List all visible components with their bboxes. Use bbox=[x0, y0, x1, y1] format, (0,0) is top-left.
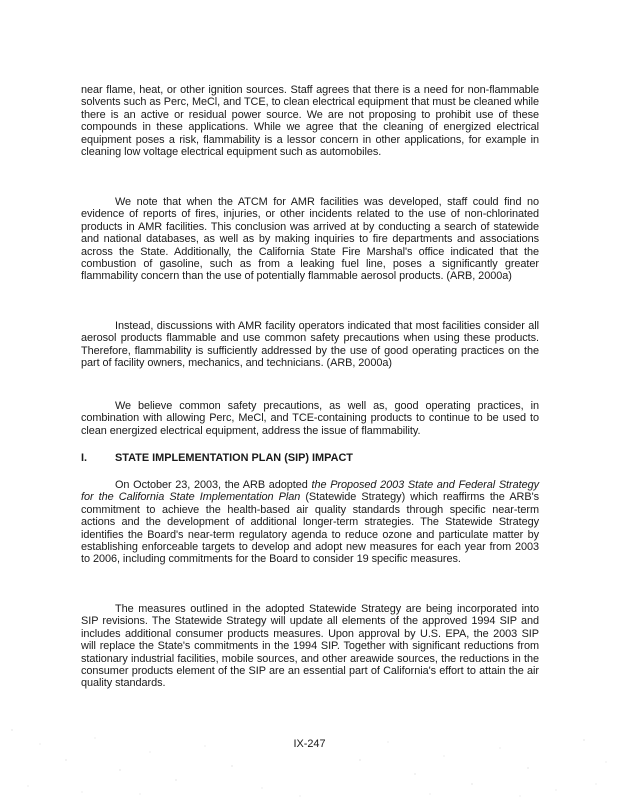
paragraph-amr-atcm: We note that when the ATCM for AMR facilities was developed, staff could find no evidence of reports of fires, injuries, or other incidents related to the use of non-chlorinated products in AMR facilities. This conclusion was arrived at by conducting a search of statewide and national databases, as well as by making inquiries to fire departments and associations across the State. Additionally, the California State Fire Marshal's office indicated that the combustion of gasoline, such as from a leaking fuel line, poses a significantly greater flammability concern than the use of potentially flammable aerosol products. (ARB, 2000a) bbox=[81, 196, 539, 283]
paragraph-amr-operators: Instead, discussions with AMR facility operators indicated that most facilities consider all aerosol products flammable and use common safety precautions when using these products. Therefore, flammability is sufficiently addressed by the use of good operating practices on the part of facility owners, mechanics, and technicians. (ARB, 2000a) bbox=[81, 320, 539, 370]
paragraph-text: On October 23, 2003, the ARB adopted bbox=[115, 479, 312, 491]
scan-noise bbox=[0, 700, 619, 800]
section-heading bbox=[81, 452, 539, 465]
paragraph-safety-precautions: We believe common safety precautions, as well as, good operating practices, in combination with allowing Perc, MeCl, and TCE-containing products to continue to be used to clean energized electrical equipment, address the issue of flammability. bbox=[81, 400, 539, 437]
paragraph-text: (Statewide Strategy) which reaffirms the ARB's commitment to achieve the health-based air quality standards through specific near-term actions and the development of additional longer-term strategies. The Statewide Strategy identifies the Board's near-term regulatory agenda to reduce ozone and particulate matter by establishing enforceable targets to develop and adopt new measures for each year from 2003 to 2006, including commitments for the Board to consider 19 specific measures. bbox=[81, 491, 540, 566]
page-number: IX-247 bbox=[293, 738, 326, 750]
paragraph-sip-revisions: The measures outlined in the adopted Statewide Strategy are being incorporated into SIP revisions. The Statewide Strategy will update all elements of the approved 1994 SIP and includes additional consumer products measures. Upon approval by U.S. EPA, the 2003 SIP will replace the State's commitments in the 1994 SIP. Together with significant reductions from stationary industrial facilities, mobile sources, and other areawide sources, the reductions in the consumer products element of the SIP are an essential part of California's effort to attain the air quality standards. bbox=[81, 603, 539, 690]
section-number: I. bbox=[81, 452, 88, 464]
section-title: STATE IMPLEMENTATION PLAN (SIP) IMPACT bbox=[115, 452, 353, 464]
strategy-title-italic: the Proposed 2003 State and Federal Strategy for the California State Implementation Plan bbox=[81, 479, 539, 504]
paragraph-statewide-strategy bbox=[81, 479, 539, 566]
paragraph-flammability-continued: near flame, heat, or other ignition sources. Staff agrees that there is a need for non-flammable solvents such as Perc, MeCl, and TCE, to clean electrical equipment that must be cleaned while there is an active or residual power source. We are not proposing to prohibit use of these compounds in these applications. While we agree that the cleaning of energized electrical equipment poses a risk, flammability is a lessor concern in other applications, for example in cleaning low voltage electrical equipment such as automobiles. bbox=[81, 84, 539, 159]
